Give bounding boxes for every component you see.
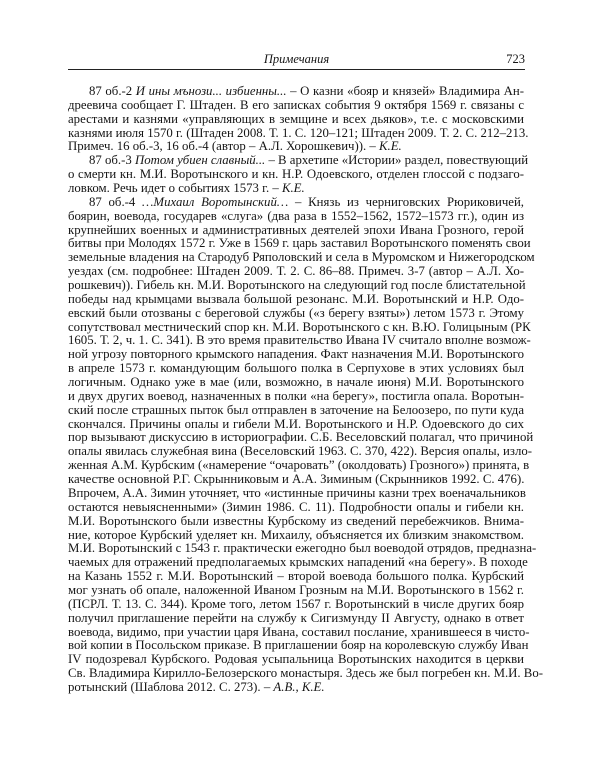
text-segment: – О казни «бояр и князей» Владимира Ан- — [286, 84, 525, 98]
text-segment: и двух других воевод, назначенных в полки «на берегу», постигла опала. Воротын- — [68, 388, 524, 403]
text-line — [68, 236, 531, 251]
text-line — [68, 153, 529, 168]
text-line — [68, 473, 524, 487]
text-segment: о смерти кн. М.И. Воротынского и кн. Н.Р. Одоевского, отделен глоссой с подзаго- — [68, 167, 524, 182]
text-line — [68, 196, 524, 210]
text-line — [68, 541, 537, 556]
text-segment: дреевича сообщает Г. Штаден. В его записках события 9 октября 1569 г. связаны с — [68, 97, 524, 112]
text-segment: Примеч. 16 об.-3, 16 об.-4 (автор – А.Л. Хорошкевич)). – — [68, 139, 380, 154]
text-line — [68, 458, 530, 473]
text-segment: битвы при Молодях 1572 г. Уже в 1569 г. царь заставил Воротынского поменять свои — [68, 236, 531, 251]
text-line — [68, 376, 524, 390]
text-line — [68, 250, 535, 265]
text-segment: мог узнать об опале, наложенной Иваном Грозным на М.И. Воротынского в 1562 г. — [68, 582, 524, 597]
text-segment: (ПСРЛ. Т. 13. С. 344). Кроме того, летом 1567 г. Воротынский в числе других бояр — [68, 596, 524, 611]
text-segment: земельные владения на Стародуб Ряполовский и села в Муромском и Нижегородском — [68, 250, 535, 265]
italic-text-segment: …Михаил Воротынский… — [142, 194, 289, 209]
text-segment: ной угрозу повторного крымского нападения. Факт назначения М.И. Воротынского — [68, 347, 524, 362]
text-line — [68, 99, 524, 113]
italic-text-segment: К.Е. — [281, 181, 305, 196]
text-segment: 87 об.-2 — [89, 84, 136, 98]
note-paragraph — [68, 84, 529, 154]
text-line — [68, 584, 524, 598]
text-line — [68, 125, 529, 141]
page-number: 723 — [506, 52, 525, 66]
text-line — [68, 515, 524, 529]
text-segment: получил приглашение перейти на службу к Сигизмунду II Августу, однако в ответ — [68, 610, 524, 625]
text-line — [68, 140, 524, 154]
text-line — [68, 598, 524, 612]
text-line — [68, 210, 524, 224]
text-line — [68, 501, 524, 515]
text-line — [68, 293, 524, 307]
text-segment: уездах (см. подробнее: Штаден 2009. Т. 2. С. 86–88. Примеч. 3-7 (автор – А.Л. Хо- — [68, 264, 524, 279]
text-line — [68, 487, 524, 501]
italic-text-segment: Потом убиен славный... — [134, 153, 266, 168]
text-segment: – В архетипе «Истории» раздел, повествующий — [265, 153, 529, 168]
note-paragraph — [68, 194, 544, 695]
text-segment: пор вызывают дискуссию в историографии. С.Б. Веселовский полагал, что причиной — [68, 430, 534, 445]
text-segment: М.И. Воротынский с 1543 г. практически ежегодно был воеводой отрядов, предназна- — [68, 541, 537, 556]
text-segment: ский после страшных пыток был отправлен в заточение на Белоозеро, по пути куда — [68, 402, 524, 417]
text-line — [68, 182, 524, 196]
text-segment: М.И. Воротынского были известны Курбскому из сведений перебежчиков. Внима- — [68, 513, 524, 528]
italic-text-segment: К.Е. — [379, 139, 402, 154]
text-segment: логичным. Однако уже в мае (или, возможно, в начале июня) М.И. Воротынского — [68, 375, 524, 390]
text-line — [68, 113, 524, 127]
text-segment: боярин, воевода, государев «слуга» (два раза в 1552–1562, 1572–1573 гг.), один из — [68, 208, 524, 223]
text-line — [68, 555, 528, 570]
running-header-title: Примечания — [263, 52, 330, 66]
text-segment: IV подозревал Курбского. Родовая усыпальница Воротынских находится в церкви — [68, 652, 524, 667]
italic-text-segment: А.В., К.Е. — [273, 679, 325, 694]
text-segment: 87 об.-3 — [89, 153, 135, 168]
text-segment: 1605. Т. 2, ч. 1. С. 341). В это время правительство Ивана IV считало вполне возмож- — [68, 333, 531, 348]
text-segment: чаемых для отражений предполагаемых крымских нападений «на берегу». В походе — [68, 555, 528, 570]
text-segment: опалы явилась служебная вина (Веселовский 1963. С. 370, 422). Версия опалы, изло- — [68, 444, 532, 459]
text-line — [68, 681, 524, 695]
text-segment: в апреле 1573 г. командующим большого полка в Серпухове в этих условиях был — [68, 361, 524, 376]
running-header — [68, 50, 525, 68]
text-line — [68, 85, 524, 99]
text-line — [68, 319, 531, 335]
text-segment: скончался. Причины опалы и гибели М.И. Воротынского и Н.Р. Одоевского до сих — [68, 416, 524, 431]
text-segment: 87 об.-4 — [89, 194, 143, 209]
text-line — [68, 224, 524, 238]
text-segment: крупнейших военных и административных деятелей эпохи Ивана Грозного, герой — [68, 222, 524, 237]
text-segment: победы над крымцами вызвала большой резонанс. М.И. Воротынский и Н.Р. Одо- — [68, 291, 524, 306]
text-segment: сопутствовал местнический спор кн. М.И. Воротынского с кн. В.Ю. Голицыным (РК — [68, 319, 531, 334]
text-segment: остаются невыясненными» (Зимин 1986. С. 11). Подробности опалы и гибели кн. — [68, 499, 524, 514]
text-line — [68, 638, 529, 653]
text-line — [68, 612, 524, 626]
text-segment: женная А.М. Курбским («намерение “очаровать” (околдовать) Грозного») принята, в — [68, 458, 530, 473]
text-line — [68, 265, 524, 279]
text-segment: качестве основной Р.Г. Скрынниковым и А.А. Зиминым (Скрынников 1992. С. 476). — [68, 472, 525, 487]
text-line — [68, 666, 544, 681]
text-line — [68, 390, 524, 404]
text-segment: арестами и казнями «управляющих в земщине и всех дьяков», т.е. с московскими — [68, 111, 524, 126]
text-line — [68, 279, 524, 293]
text-line — [68, 404, 524, 418]
text-line — [68, 430, 534, 445]
text-line — [68, 333, 531, 348]
text-segment: ние, которое Курбский уделяет кн. Михаилу, объясняется их близким знакомством. — [68, 527, 524, 542]
italic-text-segment: И ины мънози... избиенны... — [135, 84, 287, 98]
header-rule — [68, 69, 525, 70]
text-line — [68, 418, 524, 432]
text-segment: рошкевич)). Гибель кн. М.И. Воротынского на следующий год после блистательной — [68, 278, 526, 293]
text-segment: казнями июля 1570 г. (Штаден 2008. Т. 1. С. 120–121; Штаден 2009. Т. 2. С. 212–213. — [68, 125, 529, 140]
text-line — [68, 529, 524, 543]
text-line — [68, 653, 524, 667]
text-segment: евский были отозваны с береговой службы («з берегу взяты») летом 1573 г. Этому — [68, 305, 524, 320]
text-segment: Впрочем, А.А. Зимин уточняет, что «истинные причины казни трех военачальников — [68, 485, 526, 500]
text-line — [68, 624, 530, 640]
text-line — [68, 362, 524, 376]
text-segment: ротынский (Шаблова 2012. С. 273). – — [68, 679, 274, 694]
notes-body — [68, 84, 544, 695]
note-paragraph — [68, 153, 529, 196]
text-segment: – Князь из черниговских Рюриковичей, — [288, 194, 524, 209]
text-segment: Св. Владимира Кирилло-Белозерского монастыря. Здесь же был погребен кн. М.И. Во- — [68, 666, 544, 681]
text-line — [68, 307, 524, 321]
text-line — [68, 348, 524, 362]
text-line — [68, 168, 524, 182]
text-line — [68, 444, 532, 459]
text-segment: ловком. Речь идет о событиях 1573 г. – — [68, 181, 282, 196]
text-segment: вой копии в Посольском приказе. В приглашении бояр на королевскую службу Иван — [68, 638, 529, 653]
text-segment: на Казань 1552 г. М.И. Воротынский – второй воевода большого полка. Курбский — [68, 569, 524, 584]
text-line — [68, 570, 524, 584]
text-segment: воевода, видимо, при участии царя Ивана, составил послание, хранившееся в чисто- — [68, 624, 530, 639]
